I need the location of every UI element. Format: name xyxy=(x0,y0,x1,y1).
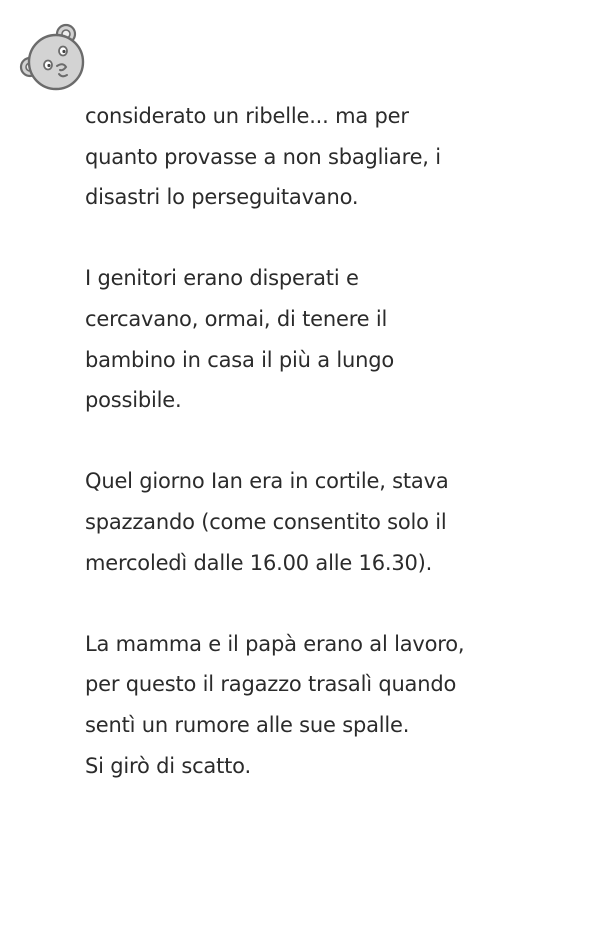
bear-face-icon xyxy=(17,22,89,94)
text-line: bambino in casa il più a lungo xyxy=(85,347,395,372)
paragraph-4 xyxy=(85,624,555,786)
text-line: mercoledì dalle 16.00 alle 16.30). xyxy=(85,550,433,575)
paragraph-3 xyxy=(85,461,555,583)
paragraph-1 xyxy=(85,96,555,218)
paragraph-spacer xyxy=(85,218,555,259)
paragraph-spacer xyxy=(85,583,555,624)
text-line: quanto provasse a non sbagliare, i xyxy=(85,144,441,169)
text-line: considerato un ribelle... ma per xyxy=(85,104,409,128)
story-text xyxy=(85,96,555,786)
text-line: disastri lo perseguitavano. xyxy=(85,185,359,210)
text-line: Si girò di scatto. xyxy=(85,753,251,778)
bear-logo-icon xyxy=(17,22,89,94)
text-line: possibile. xyxy=(85,388,182,413)
text-line: per questo il ragazzo trasalì quando xyxy=(85,672,457,697)
text-line: La mamma e il papà erano al lavoro, xyxy=(85,631,465,656)
text-line: sentì un rumore alle sue spalle. xyxy=(85,712,410,737)
text-line: I genitori erano disperati e xyxy=(85,266,359,291)
paragraph-2 xyxy=(85,258,555,420)
text-line: spazzando (come consentito solo il xyxy=(85,509,447,534)
paragraph-spacer xyxy=(85,421,555,462)
text-line: Quel giorno Ian era in cortile, stava xyxy=(85,469,449,494)
text-line: cercavano, ormai, di tenere il xyxy=(85,306,388,331)
